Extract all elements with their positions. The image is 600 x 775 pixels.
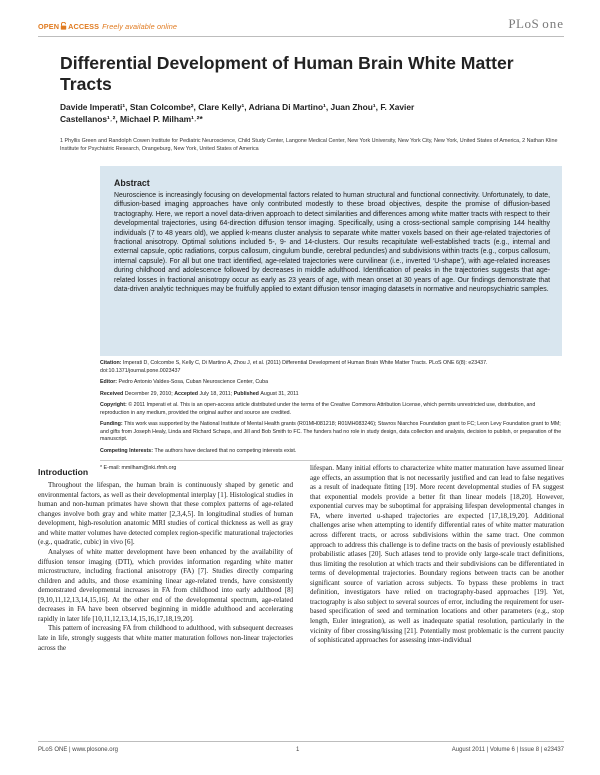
author-list [60, 101, 560, 126]
published-label: Published [233, 390, 261, 397]
accepted-label: Accepted [174, 390, 200, 397]
received-date: December 29, 2010; [124, 390, 175, 397]
copyright-label: Copyright: [100, 402, 129, 409]
received-label: Received [100, 390, 125, 397]
authors-line-2: Castellanos¹˒², Michael P. Milham¹˒²* [60, 114, 203, 125]
paragraph: This pattern of increasing FA from childhood to adulthood, with subsequent decreases late in life, strongly suggests that white matter maturation follows non-linear trajectories across the [38, 624, 293, 652]
open-lock-icon [60, 22, 67, 30]
email-line: * E-mail: mmilham@nki.rfmh.org [100, 464, 177, 471]
citation-line [100, 360, 562, 375]
footer-journal: PLoS ONE | www.plosone.org [38, 747, 118, 753]
competing-text: The authors have declared that no competing interests exist. [154, 447, 297, 454]
competing-label: Competing Interests: [100, 447, 155, 454]
funding-text: This work was supported by the National Institute of Mental Health grants (R01MH081218; R01MH083246); Stavros Niarchos Foundation grant to FC; Leon Levy Foundation grant to MM; and gifts from Joseph Healy, Linda and Richard Schaps, and Jill and Bob Smith to FC. The funders had no role in study design, data collection and analysis, decision to publish, or preparation of the manuscript. [100, 421, 562, 443]
copyright-text: © 2011 Imperati et al. This is an open-access article distributed under the terms of the Creative Commons Attribution License, which permits unrestricted use, distribution, and reproduction in any medium, provided the original author and source are credited. [100, 402, 536, 416]
abstract-heading: Abstract [114, 178, 150, 188]
logo-plos: PLoS [508, 16, 540, 31]
published-date: August 31, 2011 [260, 390, 299, 397]
citation-label: Citation: [100, 360, 123, 366]
footer-issue: August 2011 | Volume 6 | Issue 8 | e23437 [451, 747, 564, 753]
paragraph: lifespan. Many initial efforts to characterize white matter maturation have assumed linear age effects, an assumption that is not necessarily justified and can lead to false negatives as a result of inadequate fitting [19]. More recent developmental studies of FA suggest that exponential models provide a better fit than linear models [18,20]. However, exponential curves may be suboptimal for appraising lifespan developmental changes in FA, where inverted u-shaped trajectories are expected [17,18,19,20]. Additional challenges arise when attempting to identify differential rates of white matter maturation across different tracts, or across subdivisions within the same tract. One common approach to address this challenge is to define tracts on the basis of previously established probabilistic atlases [20]. Such atlases tend to provide only large-scale tract definitions, thus limiting the resolution at which tracts and their subdivisions can be differentiated in terms of developmental trajectories. Boundary regions between tracts can be another significant source of variation across subjects. To bypass these problems in tract definition, investigators have relied on tractography-based approaches [19]. Yet, tractography is also subject to several sources of error, including the requirement for user-based specification of seed and termination locations and other parameters (e.g., stop length, Euler integration), as well as inadequate spatial resolution, particularly in the vicinity of fiber crossing/kissing [21]. Potentially most problematic is the current paucity of sophisticated approaches for assessing inter-individual [310, 464, 565, 645]
article-title: Differential Development of Human Brain White Matter Tracts [60, 53, 514, 94]
oa-access-label: ACCESS [68, 21, 100, 31]
body-column-left [38, 481, 293, 653]
paragraph: Analyses of white matter development have been enhanced by the availability of diffusion tensor imaging (DTI), which provides information regarding white matter microstructure, including fractional anisotropy (FA) [7]. Studies directly comparing children and adults, and those examining linear age-related trends, have consistently demonstrated developmental increases in FA from childhood into early adulthood [8] [9,10,11,12,13,14,15,16]. At the other end of the developmental spectrum, age-related decreases in FA have been observed beginning in middle adulthood and accelerating rapidly in later life [10,11,12,13,14,15,16,17,18,19,20]. [38, 547, 293, 623]
editor-label: Editor: [100, 379, 119, 386]
abstract-box [100, 166, 562, 356]
funding-line [100, 421, 562, 444]
authors-line-1: Davide Imperati¹, Stan Colcombe², Clare Kelly¹, Adriana Di Martino¹, Juan Zhou¹, F. Xavier [60, 102, 415, 112]
editor-line [100, 379, 562, 387]
paragraph: Throughout the lifespan, the human brain is continuously shaped by genetic and environmental factors, as well as their developmental interplay [1]. Histological studies in human and non-human primates have shown that these complex patterns of age-related changes involve both gray and white matter [2,3,4,5]. In longitudinal studies of human development, high-resolution anatomic MRI studies of cortical thickness as well as gray and white matter volumes have detected complex region-specific maturational trajectories (e.g., quadratic, cubic) in vivo [6]. [38, 481, 293, 547]
body-column-right [310, 464, 564, 646]
citation-divider [100, 460, 562, 461]
accepted-date: July 18, 2011; [199, 390, 234, 397]
citation-block [100, 360, 562, 476]
copyright-line [100, 402, 562, 417]
introduction-heading: Introduction [38, 467, 89, 477]
funding-label: Funding: [100, 421, 125, 428]
oa-free-label: Freely available online [102, 21, 178, 31]
journal-logo [508, 17, 564, 31]
competing-interests-line [100, 448, 562, 456]
oa-open-label: OPEN [38, 21, 60, 31]
footer-divider [38, 741, 564, 742]
dates-line [100, 391, 562, 399]
affiliations: 1 Phyllis Green and Randolph Cowen Institute for Pediatric Neuroscience, Child Study Center, Langone Medical Center, New York University, New York City, New York, United States of America, 2 Nathan Kline Institute for Psychiatric Research, Orangeburg, New York, United States of America [60, 138, 558, 152]
citation-text: Imperati D, Colcombe S, Kelly C, Di Martino A, Zhou J, et al. (2011) Differential Development of Human Brain White Matter Tracts. PLoS ONE 6(8): e23437. doi:10.1371/journal.pone.0023437 [100, 360, 488, 374]
logo-one: one [542, 16, 564, 31]
page-number: 1 [296, 747, 300, 753]
open-access-banner [38, 21, 177, 31]
abstract-text: Neuroscience is increasingly focusing on developmental factors related to human structural and functional connectivity. Unfortunately, to date, diffusion-based imaging approaches have only contributed modestly to these broad objectives, despite the promise of diffusion-based tractography. Here, we report a novel data-driven approach to detect similarities and differences among white matter tracts with respect to their developmental trajectories, using 64-direction diffusion tensor imaging. Specifically, using a cross-sectional sample comprising 144 healthy individuals (7 to 48 years old), we applied k-means cluster analysis to separate white matter voxels based on their age-related trajectories of fractional anisotropy. Optimal solutions included 5-, 9- and 14-clusters. Our results recapitulate well-established tracts (e.g., internal and external capsule, optic radiations, corpus callosum, cingulum bundle, cerebral peduncles) and subdivisions within tracts (e.g., corpus callosum, internal capsule). For all but one tract identified, age-related trajectories were curvilinear (i.e., inverted ‘U-shape’), with age-related increases during childhood and adolescence followed by decreases in middle adulthood. Identification of peaks in the trajectories suggests that age-related losses in fractional anisotropy occur as early as 23 years of age, with mean onset at 30 years of age. Our findings demonstrate that data-driven analytic techniques may be fruitfully applied to extant diffusion tensor imaging datasets in normative and neuropsychiatric samples. [114, 192, 550, 294]
editor-text: Pedro Antonio Valdes-Sosa, Cuban Neuroscience Center, Cuba [118, 379, 269, 386]
header-divider [38, 36, 564, 37]
